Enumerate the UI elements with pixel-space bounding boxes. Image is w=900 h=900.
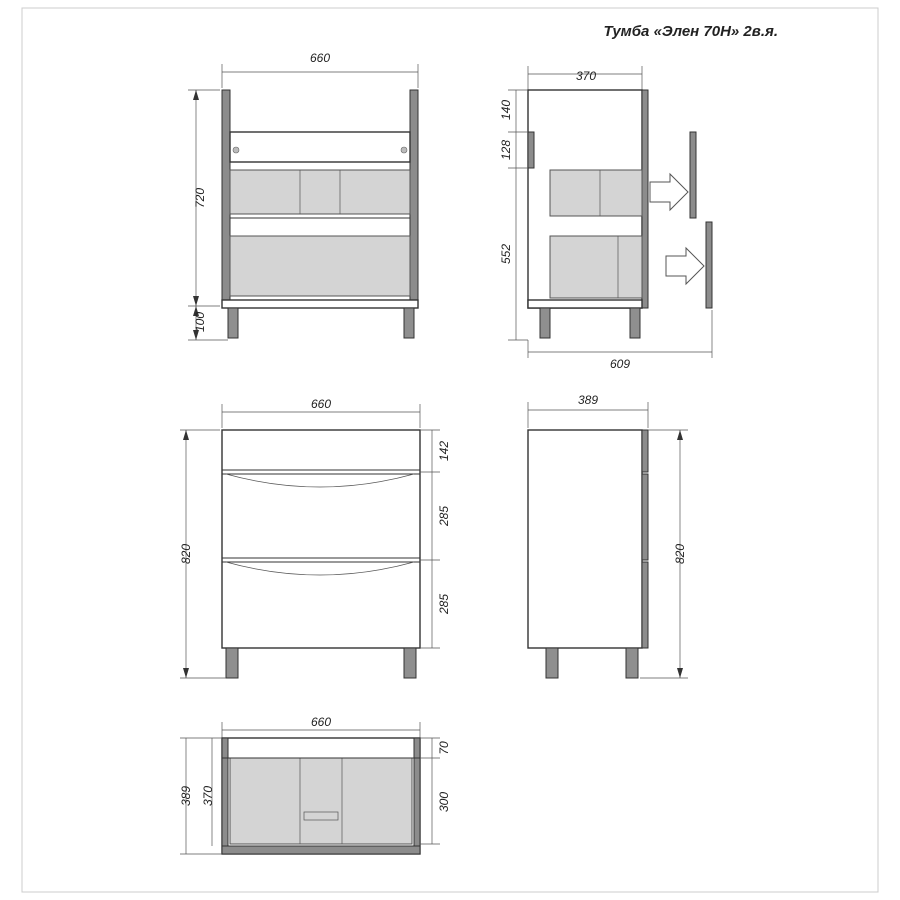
front-inner-view <box>188 51 418 340</box>
dim-front-drawer2: 285 <box>437 593 451 615</box>
dim-front-top: 142 <box>437 440 451 462</box>
dim-side-inner-lower: 552 <box>499 243 513 265</box>
dim-front-drawer1: 285 <box>437 505 451 527</box>
drawing-title: Тумба «Элен 70Н» 2в.я. <box>603 23 778 40</box>
dim-side-inner-drawer-front: 128 <box>499 139 513 161</box>
dim-side-inner-depth-open: 609 <box>609 357 631 371</box>
side-view <box>528 393 688 678</box>
dim-top-depth-outer: 389 <box>179 785 193 807</box>
dim-top-box: 300 <box>437 791 451 813</box>
dim-front-inner-width: 660 <box>309 51 331 65</box>
dim-side-depth: 389 <box>577 393 599 407</box>
side-inner-view <box>499 66 712 371</box>
dim-front-inner-legs: 100 <box>193 311 207 333</box>
front-view <box>179 397 451 678</box>
dim-top-depth-inner: 370 <box>201 785 215 807</box>
dim-front-inner-height: 720 <box>193 187 207 209</box>
dim-top-width: 660 <box>310 715 332 729</box>
top-view <box>179 715 451 854</box>
dim-front-width: 660 <box>310 397 332 411</box>
dim-side-inner-depth: 370 <box>575 69 597 83</box>
dim-side-inner-top: 140 <box>499 99 513 121</box>
dim-top-back: 70 <box>437 741 451 755</box>
dim-front-height: 820 <box>179 543 193 565</box>
dim-side-height: 820 <box>673 543 687 565</box>
